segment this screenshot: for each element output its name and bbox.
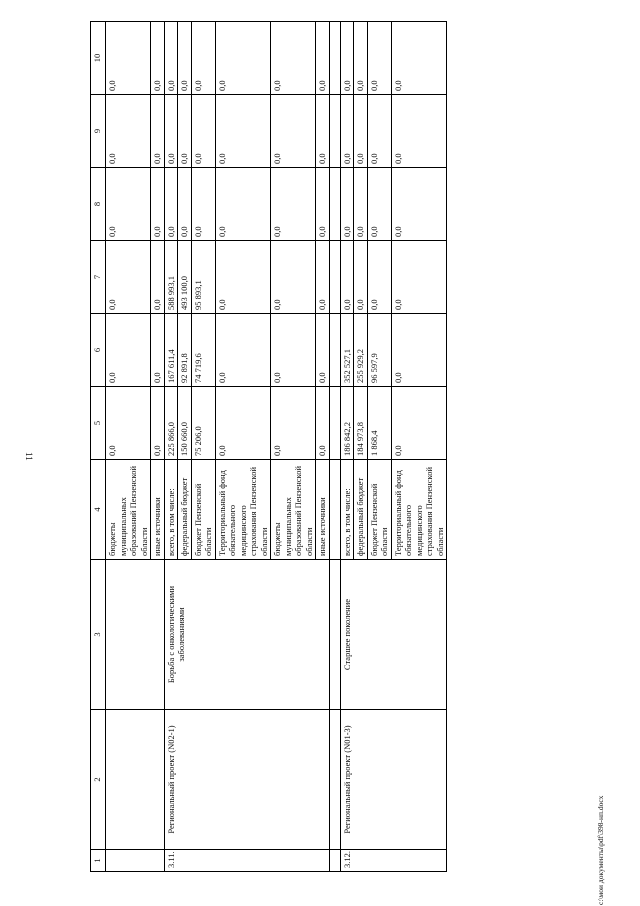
value-cell: 0,0	[391, 387, 447, 460]
value-cell: 0,0	[354, 168, 368, 241]
cell-empty	[329, 22, 340, 95]
value-cell: 0,0	[164, 168, 178, 241]
column-number: 4	[91, 460, 106, 560]
column-number: 9	[91, 95, 106, 168]
value-cell: 255 929,2	[354, 314, 368, 387]
value-cell: 0,0	[151, 241, 165, 314]
column-number: 8	[91, 168, 106, 241]
column-number: 2	[91, 710, 106, 850]
funding-source-label: бюджет Пензенской области	[367, 460, 391, 560]
value-cell: 0,0	[340, 95, 354, 168]
project-name: Региональный проект (N02-1)	[164, 710, 329, 850]
value-cell: 0,0	[271, 387, 316, 460]
value-cell: 0,0	[215, 168, 271, 241]
table-row	[106, 22, 151, 872]
value-cell: 0,0	[106, 241, 151, 314]
value-cell: 92 891,8	[178, 314, 192, 387]
value-cell: 0,0	[151, 387, 165, 460]
value-cell: 0,0	[106, 314, 151, 387]
value-cell: 184 973,8	[354, 387, 368, 460]
value-cell: 0,0	[271, 314, 316, 387]
cell-empty	[329, 168, 340, 241]
cell-empty	[329, 95, 340, 168]
value-cell: 0,0	[316, 22, 330, 95]
value-cell: 95 893,1	[191, 241, 215, 314]
value-cell: 0,0	[391, 22, 447, 95]
value-cell: 0,0	[340, 241, 354, 314]
value-cell: 0,0	[106, 95, 151, 168]
value-cell: 186 842,2	[340, 387, 354, 460]
column-number: 1	[91, 850, 106, 872]
value-cell: 0,0	[316, 95, 330, 168]
budget-table	[90, 21, 447, 872]
funding-source-label: федеральный бюджет	[354, 460, 368, 560]
value-cell: 74 719,6	[191, 314, 215, 387]
value-cell: 1 868,4	[367, 387, 391, 460]
cell-empty	[106, 560, 165, 710]
value-cell: 0,0	[367, 168, 391, 241]
value-cell: 0,0	[391, 95, 447, 168]
value-cell: 0,0	[316, 168, 330, 241]
project-number: 3.12.	[340, 850, 447, 872]
cell-empty	[329, 560, 340, 710]
value-cell: 0,0	[164, 22, 178, 95]
value-cell: 167 611,4	[164, 314, 178, 387]
value-cell: 0,0	[191, 22, 215, 95]
funding-source-label: всего, в том числе:	[340, 460, 354, 560]
funding-source-label: федеральный бюджет	[178, 460, 192, 560]
value-cell: 0,0	[215, 387, 271, 460]
funding-source-label: Территориальный фонд обязательного медицинского страхования Пензенской области	[215, 460, 271, 560]
value-cell: 0,0	[106, 168, 151, 241]
value-cell: 0,0	[215, 241, 271, 314]
column-number: 3	[91, 560, 106, 710]
value-cell: 0,0	[271, 241, 316, 314]
value-cell: 0,0	[354, 22, 368, 95]
project-description: Старшее поколение	[340, 560, 447, 710]
value-cell: 0,0	[271, 22, 316, 95]
value-cell: 0,0	[215, 95, 271, 168]
value-cell: 0,0	[316, 314, 330, 387]
value-cell: 352 527,1	[340, 314, 354, 387]
funding-source-label: бюджеты муниципальных образований Пензенской области	[106, 460, 151, 560]
cell-empty	[106, 850, 165, 872]
column-number-row	[91, 22, 106, 872]
value-cell: 0,0	[367, 95, 391, 168]
value-cell: 0,0	[340, 22, 354, 95]
project-name: Региональный проект (N01-3)	[340, 710, 447, 850]
value-cell: 0,0	[106, 387, 151, 460]
value-cell: 0,0	[367, 22, 391, 95]
funding-source-label: бюджеты муниципальных образований Пензенской области	[271, 460, 316, 560]
funding-source-label: бюджет Пензенской области	[191, 460, 215, 560]
cell-empty	[329, 241, 340, 314]
table-row	[340, 22, 354, 872]
value-cell: 493 100,0	[178, 241, 192, 314]
value-cell: 0,0	[367, 241, 391, 314]
table-row	[164, 22, 178, 872]
value-cell: 0,0	[215, 314, 271, 387]
column-number: 10	[91, 22, 106, 95]
value-cell: 0,0	[191, 95, 215, 168]
value-cell: 96 597,9	[367, 314, 391, 387]
value-cell: 0,0	[178, 168, 192, 241]
value-cell: 0,0	[178, 22, 192, 95]
page-number: 11	[24, 452, 34, 461]
value-cell: 0,0	[178, 95, 192, 168]
column-number: 5	[91, 387, 106, 460]
value-cell: 0,0	[316, 387, 330, 460]
value-cell: 0,0	[316, 241, 330, 314]
cell-empty	[329, 387, 340, 460]
value-cell: 0,0	[215, 22, 271, 95]
footer-file-path: c:\мои документы\pdf\398-нп.docx	[596, 795, 605, 905]
value-cell: 75 206,0	[191, 387, 215, 460]
value-cell: 0,0	[271, 95, 316, 168]
value-cell: 0,0	[340, 168, 354, 241]
separator-row	[329, 22, 340, 872]
value-cell: 0,0	[151, 168, 165, 241]
budget-table-container	[90, 22, 530, 872]
value-cell: 0,0	[191, 168, 215, 241]
value-cell: 225 866,0	[164, 387, 178, 460]
value-cell: 150 660,0	[178, 387, 192, 460]
value-cell: 588 993,1	[164, 241, 178, 314]
cell-empty	[329, 710, 340, 850]
value-cell: 0,0	[354, 241, 368, 314]
project-number: 3.11.	[164, 850, 329, 872]
value-cell: 0,0	[151, 22, 165, 95]
value-cell: 0,0	[106, 22, 151, 95]
value-cell: 0,0	[151, 95, 165, 168]
funding-source-label: иные источники	[151, 460, 165, 560]
value-cell: 0,0	[271, 168, 316, 241]
funding-source-label: иные источники	[316, 460, 330, 560]
funding-source-label: Территориальный фонд обязательного медицинского страхования Пензенской области	[391, 460, 447, 560]
funding-source-label: всего, в том числе:	[164, 460, 178, 560]
cell-empty	[329, 460, 340, 560]
column-number: 6	[91, 314, 106, 387]
cell-empty	[106, 710, 165, 850]
value-cell: 0,0	[391, 168, 447, 241]
value-cell: 0,0	[164, 95, 178, 168]
value-cell: 0,0	[391, 314, 447, 387]
value-cell: 0,0	[354, 95, 368, 168]
value-cell: 0,0	[151, 314, 165, 387]
cell-empty	[329, 314, 340, 387]
project-description: Борьба с онкологическими заболеваниями	[164, 560, 329, 710]
column-number: 7	[91, 241, 106, 314]
cell-empty	[329, 850, 340, 872]
value-cell: 0,0	[391, 241, 447, 314]
